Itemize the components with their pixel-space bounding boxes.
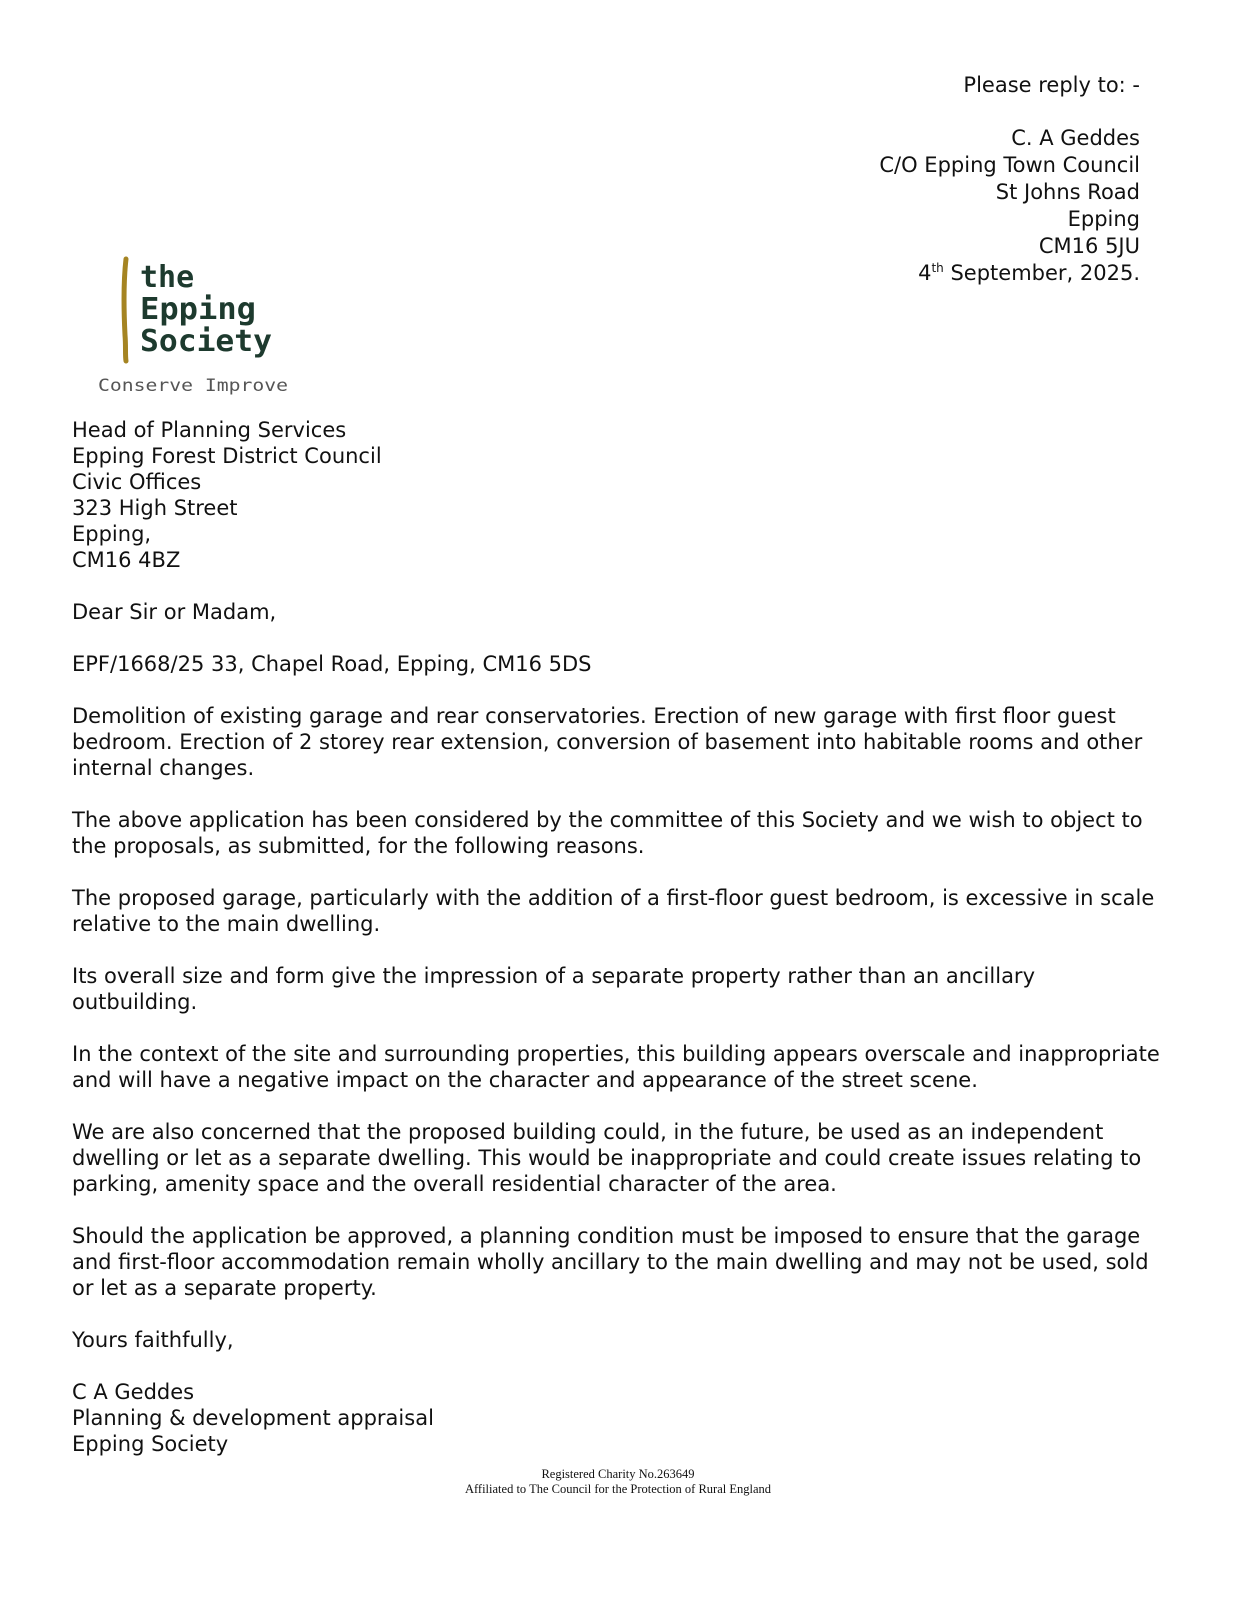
reply-label: Please reply to: -: [963, 73, 1140, 97]
logo-word-the: the: [140, 260, 195, 295]
signature-role: Planning & development appraisal: [72, 1406, 434, 1430]
letter-date: 4th September, 2025.: [918, 261, 1140, 285]
logo-tagline: Conserve Improve: [98, 376, 288, 396]
reply-street: St Johns Road: [995, 180, 1140, 204]
recipient-line: 323 High Street: [72, 496, 238, 520]
recipient-line: Civic Offices: [72, 470, 202, 494]
reply-name: C. A Geddes: [1011, 126, 1140, 150]
paragraph-context: In the context of the site and surrounding properties, this building appears overscale and inappropriate and will have a negative impact on the character and appearance of the street scene.: [72, 1042, 1160, 1092]
paragraph-form: Its overall size and form give the impression of a separate property rather than an ancillary outbuilding.: [72, 964, 1035, 1014]
reply-address-block: [879, 72, 1140, 287]
recipient-line: Head of Planning Services: [72, 418, 347, 442]
logo-bar: [124, 259, 126, 361]
paragraph-condition: Should the application be approved, a planning condition must be imposed to ensure that the garage and first-floor accommodation remain wholly ancillary to the main dwelling and may not be used, sold or let as a separate property.: [72, 1224, 1149, 1300]
reply-org: C/O Epping Town Council: [879, 153, 1140, 177]
affiliation: Affiliated to The Council for the Protection of Rural England: [464, 1482, 772, 1496]
paragraph-objection: The above application has been considered by the committee of this Society and we wish to object to the proposals, as submitted, for the following reasons.: [72, 808, 1143, 858]
recipient-line: Epping,: [72, 522, 152, 546]
paragraph-scale: The proposed garage, particularly with the addition of a first-floor guest bedroom, is excessive in scale relative to the main dwelling.: [72, 886, 1155, 936]
reply-town: Epping: [1067, 207, 1140, 231]
signature-name: C A Geddes: [72, 1380, 195, 1404]
reply-postcode: CM16 5JU: [1038, 234, 1140, 258]
signature-org: Epping Society: [72, 1432, 229, 1456]
recipient-line: CM16 4BZ: [72, 548, 181, 572]
salutation: Dear Sir or Madam,: [72, 600, 277, 624]
epping-society-logo: [96, 255, 306, 405]
footer: [0, 1467, 1236, 1497]
recipient-line: Epping Forest District Council: [72, 444, 382, 468]
charity-number: Registered Charity No.263649: [541, 1467, 695, 1481]
paragraph-concern: We are also concerned that the proposed building could, in the future, be used as an independent dwelling or let as a separate dwelling. This would be inappropriate and could create issues relating to parking, amenity space and the overall residential character of the area.: [72, 1120, 1142, 1196]
letter-body: [72, 417, 1162, 1457]
logo-word-epping: Epping: [140, 292, 256, 327]
recipient-address: [72, 417, 1162, 573]
signature-block: [72, 1379, 1162, 1457]
paragraph-description: Demolition of existing garage and rear conservatories. Erection of new garage with first floor guest bedroom. Erection of 2 storey rear extension, conversion of basement into habitable rooms and other internal changes.: [72, 704, 1143, 780]
application-reference: EPF/1668/25 33, Chapel Road, Epping, CM16 5DS: [72, 652, 592, 676]
closing: Yours faithfully,: [72, 1328, 234, 1352]
logo-word-society: Society: [140, 324, 272, 359]
